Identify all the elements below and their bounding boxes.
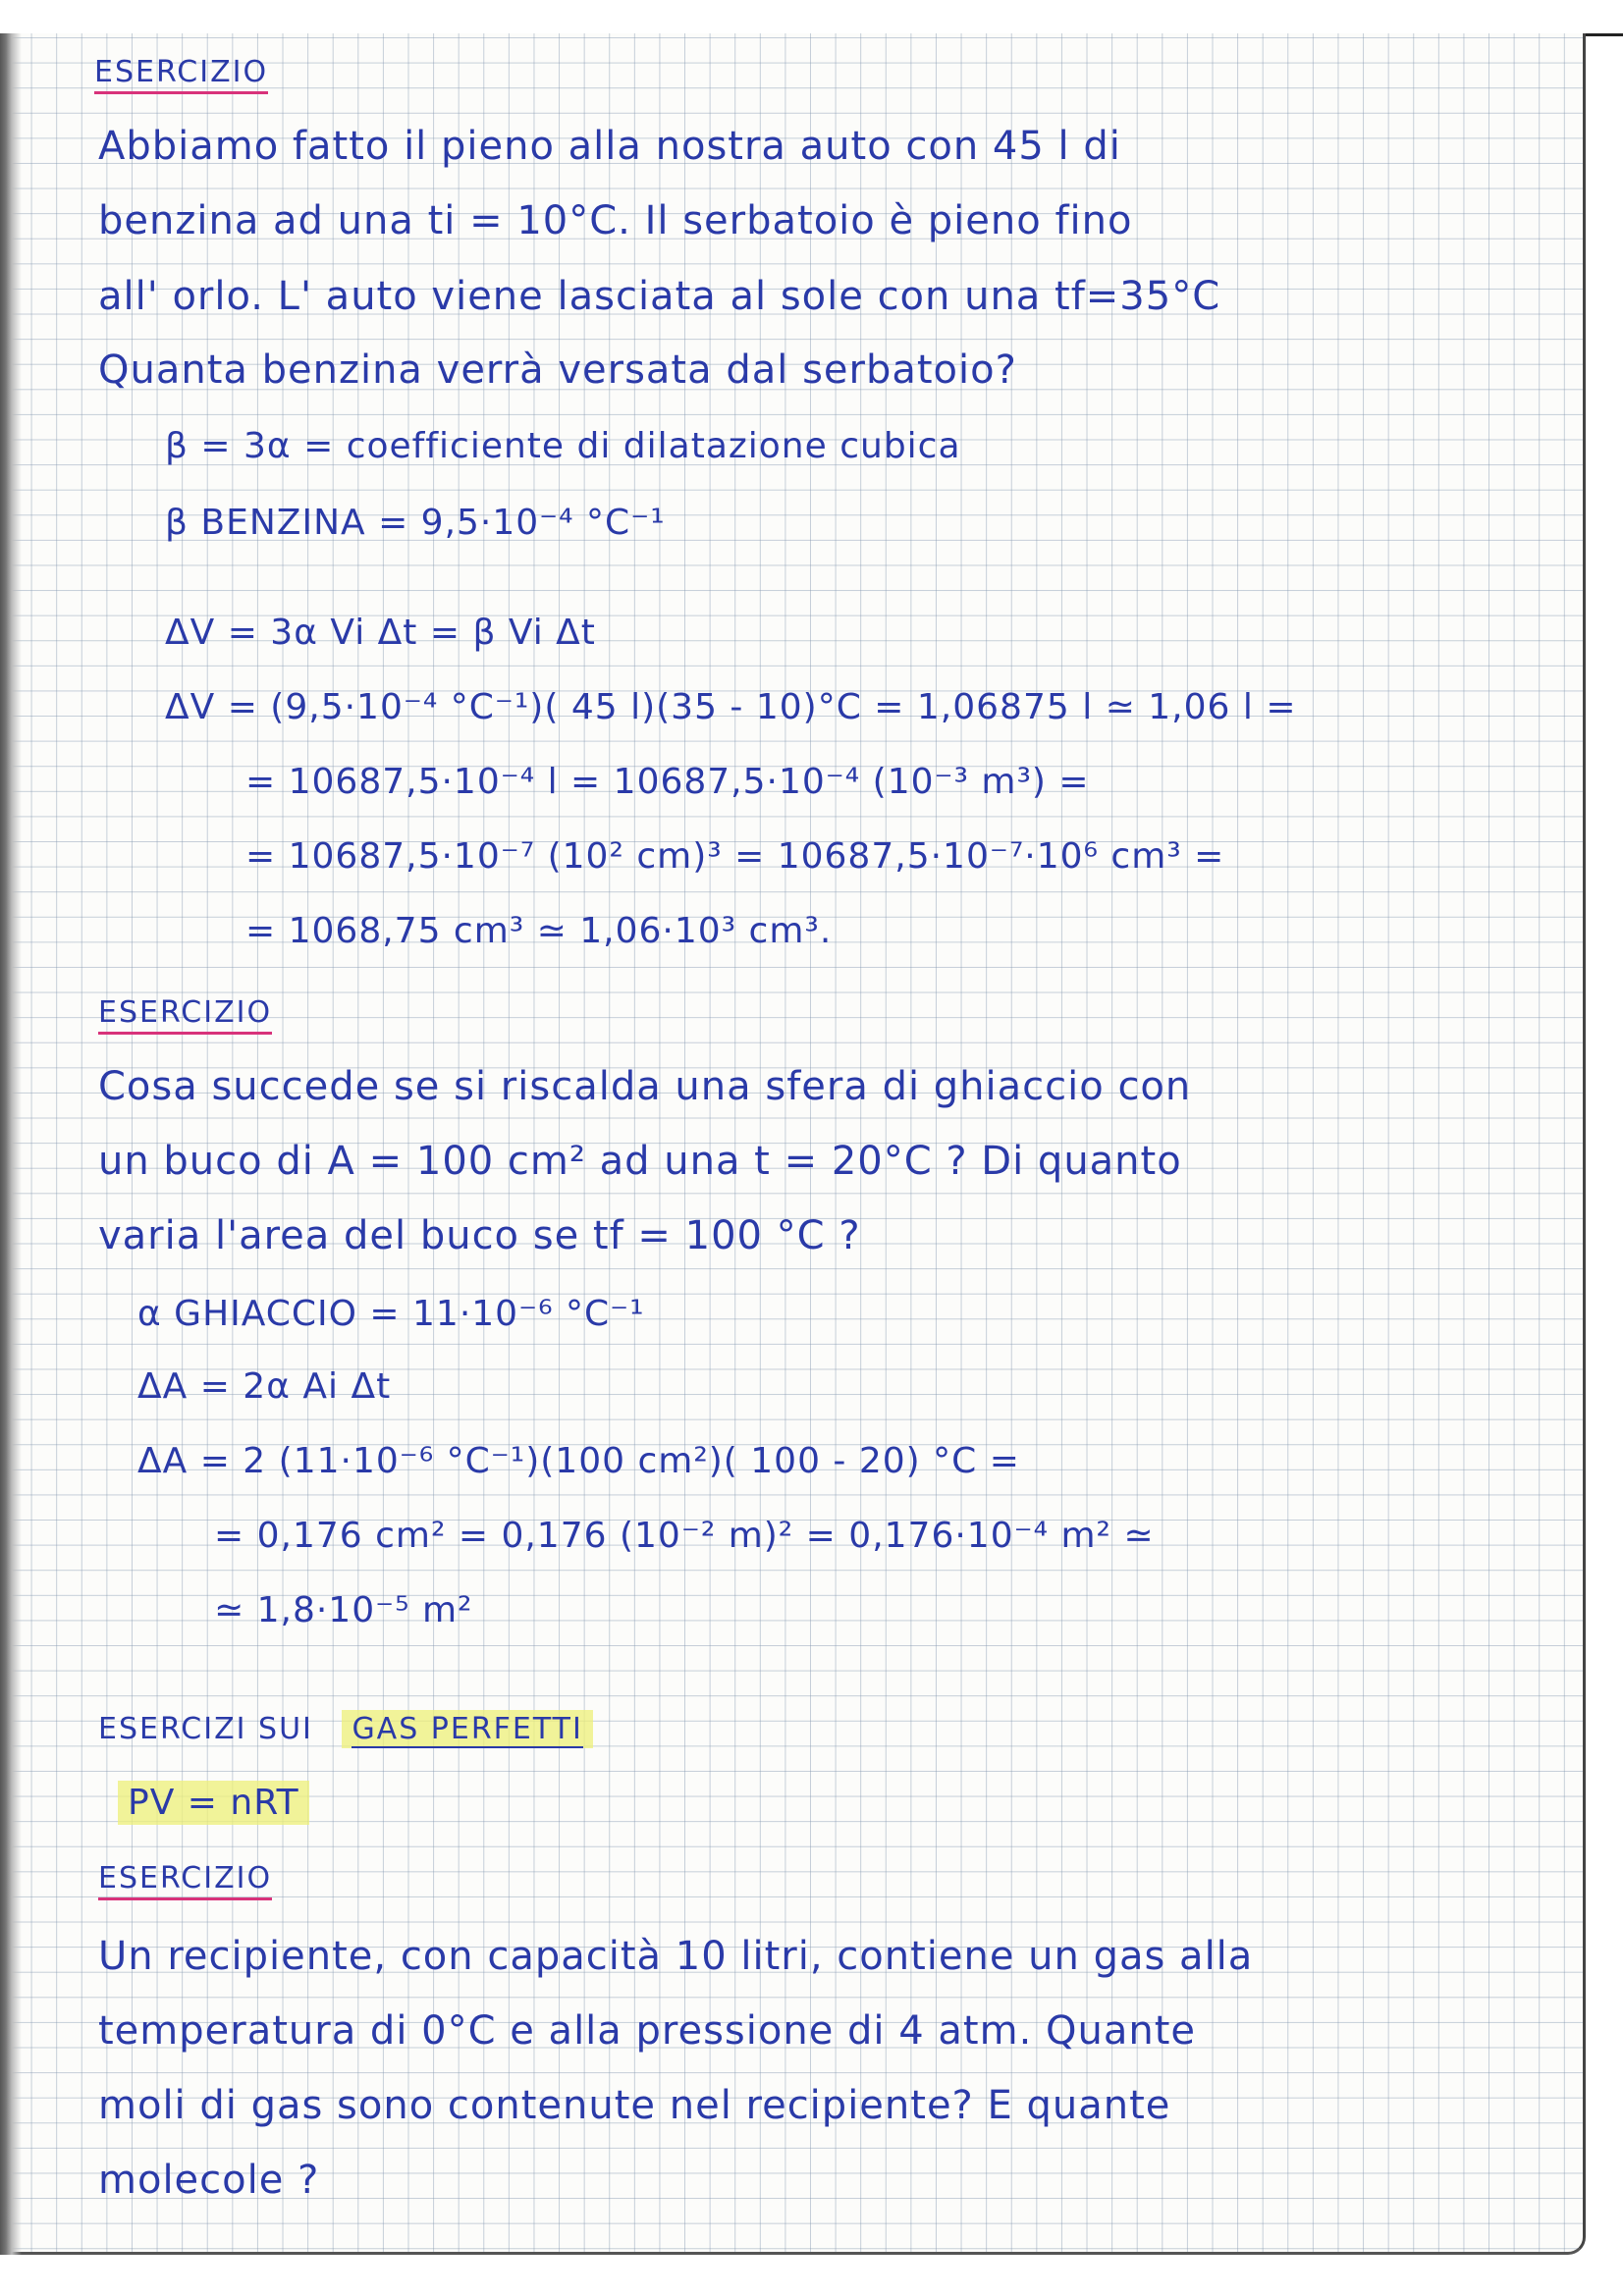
exercise-1-solution-line-1: ΔV = 3α Vi Δt = β Vi Δt — [165, 613, 596, 653]
exercise-1-solution-line-5: = 1068,75 cm³ ≃ 1,06·10³ cm³. — [245, 911, 833, 951]
exercise-1-solution-line-4: = 10687,5·10⁻⁷ (10² cm)³ = 10687,5·10⁻⁷·10⁶ cm³ = — [245, 836, 1225, 877]
gas-section-title-prefix: ESERCIZI SUI — [98, 1712, 313, 1746]
exercise-3-problem-line-2: temperatura di 0°C e alla pressione di 4 atm. Quante — [98, 2008, 1196, 2054]
exercise-3-problem-line-3: moli di gas sono contenute nel recipiente? E quante — [98, 2083, 1171, 2128]
exercise-3-problem-line-1: Un recipiente, con capacità 10 litri, contiene un gas alla — [98, 1934, 1254, 1979]
exercise-3-problem-line-4: molecole ? — [98, 2158, 320, 2203]
gas-section-title-topic: GAS PERFETTI — [352, 1712, 583, 1746]
exercise-2-problem-line-2: un buco di A = 100 cm² ad una t = 20°C ? Di quanto — [98, 1139, 1182, 1184]
exercise-2-problem-line-1: Cosa succede se si riscalda una sfera di ghiaccio con — [98, 1064, 1192, 1109]
exercise-1-given-beta: β = 3α = coefficiente di dilatazione cubica — [165, 426, 961, 466]
graph-paper-page — [0, 33, 1586, 2255]
exercise-1-problem-line-3: all' orlo. L' auto viene lasciata al sole con una tf=35°C — [98, 274, 1221, 319]
exercise-1-heading: ESERCIZIO — [94, 55, 268, 89]
exercise-1-solution-line-3: = 10687,5·10⁻⁴ l = 10687,5·10⁻⁴ (10⁻³ m³) = — [245, 762, 1090, 802]
exercise-2-solution-line-2: ΔA = 2 (11·10⁻⁶ °C⁻¹)(100 cm²)( 100 - 20) °C = — [137, 1441, 1020, 1481]
notebook-binding-edge — [0, 33, 22, 2255]
scan-top-edge — [0, 0, 1623, 36]
exercise-3-heading: ESERCIZIO — [98, 1861, 272, 1896]
exercise-2-heading: ESERCIZIO — [98, 995, 272, 1030]
ideal-gas-formula: PV = nRT — [118, 1783, 309, 1823]
exercise-1-problem-line-1: Abbiamo fatto il pieno alla nostra auto con 45 l di — [98, 124, 1121, 169]
exercise-2-given-alpha: α GHIACCIO = 11·10⁻⁶ °C⁻¹ — [137, 1294, 645, 1334]
exercise-1-solution-line-2: ΔV = (9,5·10⁻⁴ °C⁻¹)( 45 l)(35 - 10)°C = 1,06875 l ≃ 1,06 l = — [165, 687, 1297, 727]
exercise-2-solution-line-3: = 0,176 cm² = 0,176 (10⁻² m)² = 0,176·10⁻⁴ m² ≃ — [214, 1516, 1155, 1556]
exercise-1-problem-line-2: benzina ad una ti = 10°C. Il serbatoio è pieno fino — [98, 198, 1133, 243]
exercise-2-problem-line-3: varia l'area del buco se tf = 100 °C ? — [98, 1213, 861, 1258]
exercise-1-given-beta-benzina: β BENZINA = 9,5·10⁻⁴ °C⁻¹ — [165, 503, 666, 543]
gas-section-title — [98, 1712, 593, 1746]
exercise-1-problem-line-4: Quanta benzina verrà versata dal serbatoio? — [98, 347, 1017, 393]
exercise-2-solution-line-1: ΔA = 2α Ai Δt — [137, 1366, 392, 1407]
exercise-2-solution-line-4: ≃ 1,8·10⁻⁵ m² — [214, 1590, 473, 1630]
